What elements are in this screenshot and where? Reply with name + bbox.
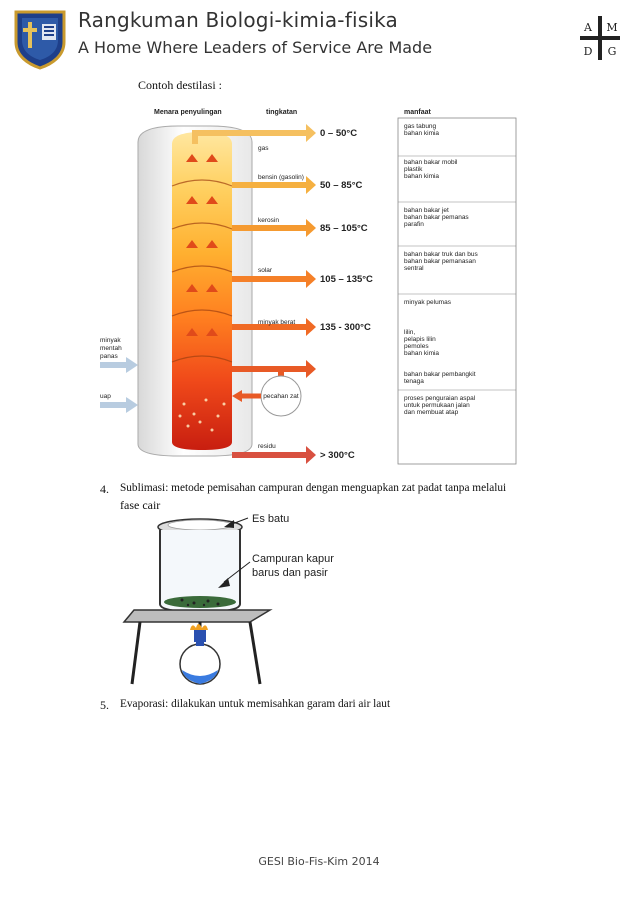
uses-gas xyxy=(404,123,439,137)
use-text: bahan kimia xyxy=(404,130,440,137)
use-text: plastik xyxy=(404,166,423,173)
use-text: bahan bakar jet xyxy=(404,207,449,214)
use-text: parafin xyxy=(404,221,424,228)
header-title: Rangkuman Biologi-kimia-fisika xyxy=(78,8,398,32)
distillation-figure xyxy=(92,104,522,466)
fraction-name: kerosin xyxy=(258,217,279,224)
header-subtitle: A Home Where Leaders of Service Are Made xyxy=(78,38,433,57)
use-text: untuk permukaan jalan xyxy=(404,402,470,409)
logo-letter-d: D xyxy=(583,45,593,58)
item-number: 5. xyxy=(100,698,109,712)
header-tower: Menara penyulingan xyxy=(154,109,222,116)
use-text: gas tabung xyxy=(404,123,437,130)
logo-letter-g: G xyxy=(607,45,617,58)
use-text: tenaga xyxy=(404,378,424,385)
logo-letter-m: M xyxy=(606,21,618,34)
logo-letter-a: A xyxy=(584,21,592,34)
right-logo xyxy=(576,14,624,62)
header-use: manfaat xyxy=(404,109,431,116)
use-text: bahan bakar pemanas xyxy=(404,214,469,221)
fraction-name: minyak berat xyxy=(258,319,296,326)
fraction-name: gas xyxy=(258,145,269,152)
header-level: tingkatan xyxy=(266,109,298,116)
use-text: minyak pelumas xyxy=(404,299,451,306)
fraction-name: solar xyxy=(258,267,273,274)
shield-cross-icon xyxy=(12,8,68,70)
sublimation-figure xyxy=(120,512,360,692)
use-text: proses penguraian aspal xyxy=(404,395,476,402)
fraction-temp: 135 - 300°C xyxy=(320,322,371,333)
steam-input xyxy=(100,393,138,413)
fraction-temp: 85 – 105°C xyxy=(320,223,368,234)
use-text: lilin, xyxy=(404,329,416,336)
page-footer: GESl Bio-Fis-Kim 2014 xyxy=(258,855,380,868)
crude-oil-input xyxy=(100,337,138,373)
use-text: bahan bakar mobil xyxy=(404,159,458,166)
use-text: bahan bakar truk dan bus xyxy=(404,251,478,258)
fraction-name: residu xyxy=(258,443,276,450)
label-mixture-2: barus dan pasir xyxy=(252,567,328,579)
use-text: pelapis lilin xyxy=(404,336,436,343)
fraction-temp: 105 – 135°C xyxy=(320,274,373,285)
fraction-temp: 0 – 50°C xyxy=(320,128,358,139)
fraction-temp: 50 – 85°C xyxy=(320,180,363,191)
item-text: Sublimasi: metode pemisahan campuran dengan menguapkan zat padat tanpa melalui xyxy=(120,482,507,494)
label-ice: Es batu xyxy=(252,513,290,525)
crude-label-3: panas xyxy=(100,353,118,360)
cracking-label: pecahan zat xyxy=(263,393,299,400)
item-number: 4. xyxy=(100,482,109,496)
fraction-temp: > 300°C xyxy=(320,450,355,461)
label-mixture-1: Campuran kapur xyxy=(252,553,334,565)
alpha-omega-cross-icon xyxy=(576,14,624,62)
use-text: bahan bakar pemanasan xyxy=(404,258,476,265)
use-text: dan membuat atap xyxy=(404,409,459,416)
item-text-cont: fase cair xyxy=(120,498,161,512)
steam-label: uap xyxy=(100,393,111,400)
use-text: bahan kimia xyxy=(404,173,440,180)
use-text: sentral xyxy=(404,265,424,272)
use-text: bahan bakar pembangkit xyxy=(404,371,476,378)
heavy-oil-arrow xyxy=(232,366,306,372)
crude-label-2: mentah xyxy=(100,345,122,352)
contoh-label: Contoh destilasi : xyxy=(138,78,222,92)
crude-label-1: minyak xyxy=(100,337,121,344)
use-text: bahan kimia xyxy=(404,350,440,357)
fraction-name: bensin (gasolin) xyxy=(258,174,304,181)
item-text: Evaporasi: dilakukan untuk memisahkan garam dari air laut xyxy=(120,698,391,710)
use-text: pemoles xyxy=(404,343,429,350)
left-logo xyxy=(12,8,68,70)
